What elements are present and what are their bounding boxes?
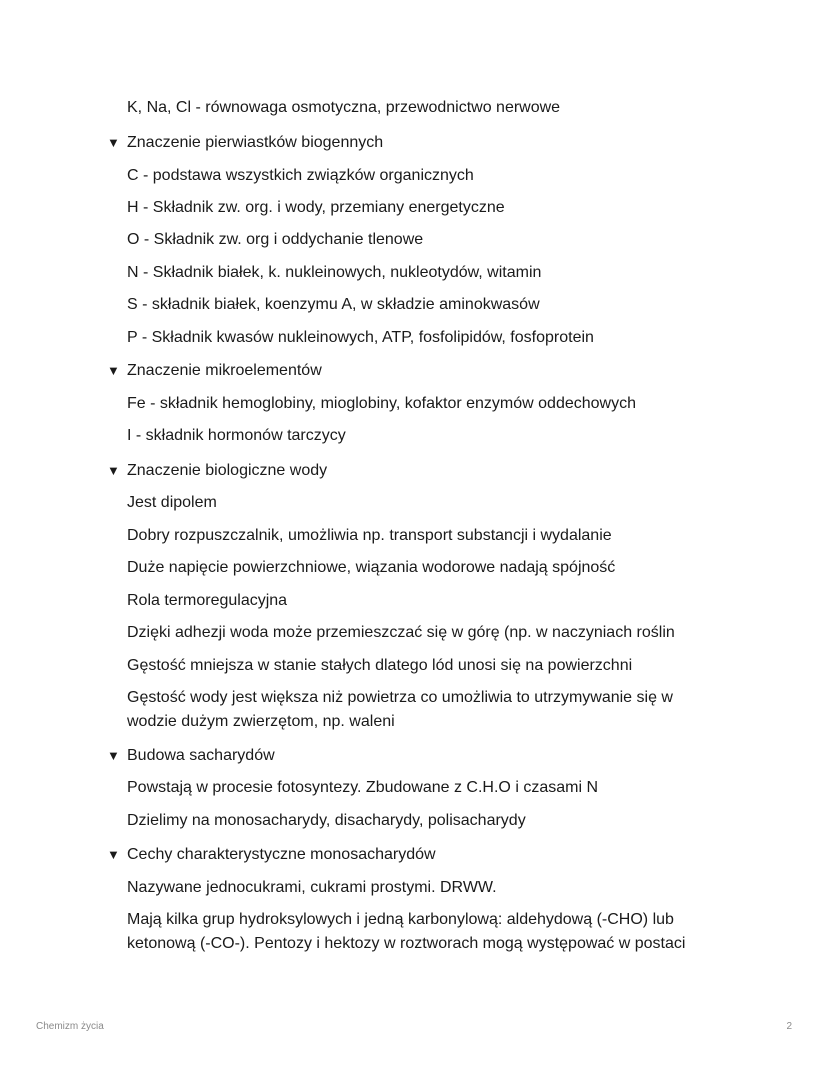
toggle-heading-label: Budowa sacharydów: [127, 747, 275, 764]
toggle-arrow-icon[interactable]: ▼: [107, 363, 120, 378]
toggle-arrow-icon[interactable]: ▼: [107, 847, 120, 862]
text-line: K, Na, Cl - równowaga osmotyczna, przewodnictwo nerwowe: [127, 99, 561, 116]
toggle-heading-label: Znaczenie mikroelementów: [127, 362, 322, 379]
text-line: Dzięki adhezji woda może przemieszczać się w górę (np. w naczyniach roślin: [127, 624, 675, 641]
toggle-heading[interactable]: [107, 843, 436, 867]
text-line: Powstają w procesie fotosyntezy. Zbudowane z C.H.O i czasami N: [127, 779, 598, 796]
text-line: I - składnik hormonów tarczycy: [127, 427, 346, 444]
text-line: Fe - składnik hemoglobiny, mioglobiny, kofaktor enzymów oddechowych: [127, 395, 636, 412]
text-line: S - składnik białek, koenzymu A, w składzie aminokwasów: [127, 296, 540, 313]
text-line: Dzielimy na monosacharydy, disacharydy, polisacharydy: [127, 812, 526, 829]
toggle-heading-label: Znaczenie biologiczne wody: [127, 462, 328, 479]
page-number: 2: [786, 1021, 792, 1032]
text-line: O - Składnik zw. org i oddychanie tlenowe: [127, 231, 424, 248]
text-paragraph: Mają kilka grup hydroksylowych i jedną karbonylową: aldehydową (-CHO) lub ketonową (-CO-). Pentozy i hektozy w roztworach mogą występować w postaci: [127, 911, 686, 952]
text-line: Gęstość mniejsza w stanie stałych dlatego lód unosi się na powierzchni: [127, 657, 633, 674]
toggle-heading-label: Znaczenie pierwiastków biogennych: [127, 134, 384, 151]
toggle-arrow-icon[interactable]: ▼: [107, 135, 120, 150]
text-line: Nazywane jednocukrami, cukrami prostymi. DRWW.: [127, 879, 497, 896]
toggle-heading[interactable]: [107, 131, 383, 155]
text-line: Rola termoregulacyjna: [127, 592, 288, 609]
text-line: C - podstawa wszystkich związków organicznych: [127, 167, 474, 184]
toggle-arrow-icon[interactable]: ▼: [107, 463, 120, 478]
text-paragraph: Gęstość wody jest większa niż powietrza co umożliwia to utrzymywanie się w wodzie dużym zwierzętom, np. waleni: [127, 689, 673, 730]
text-line: Dobry rozpuszczalnik, umożliwia np. transport substancji i wydalanie: [127, 527, 612, 544]
text-line: H - Składnik zw. org. i wody, przemiany energetyczne: [127, 199, 505, 216]
toggle-arrow-icon[interactable]: ▼: [107, 748, 120, 763]
footer-title: Chemizm życia: [36, 1021, 104, 1032]
toggle-heading[interactable]: [107, 359, 322, 383]
text-line: Jest dipolem: [127, 494, 217, 511]
text-line: P - Składnik kwasów nukleinowych, ATP, fosfolipidów, fosfoprotein: [127, 329, 594, 346]
toggle-heading[interactable]: [107, 744, 275, 768]
text-line: N - Składnik białek, k. nukleinowych, nukleotydów, witamin: [127, 264, 542, 281]
text-line: Duże napięcie powierzchniowe, wiązania wodorowe nadają spójność: [127, 559, 616, 576]
toggle-heading-label: Cechy charakterystyczne monosacharydów: [127, 846, 436, 863]
toggle-heading[interactable]: [107, 459, 327, 483]
